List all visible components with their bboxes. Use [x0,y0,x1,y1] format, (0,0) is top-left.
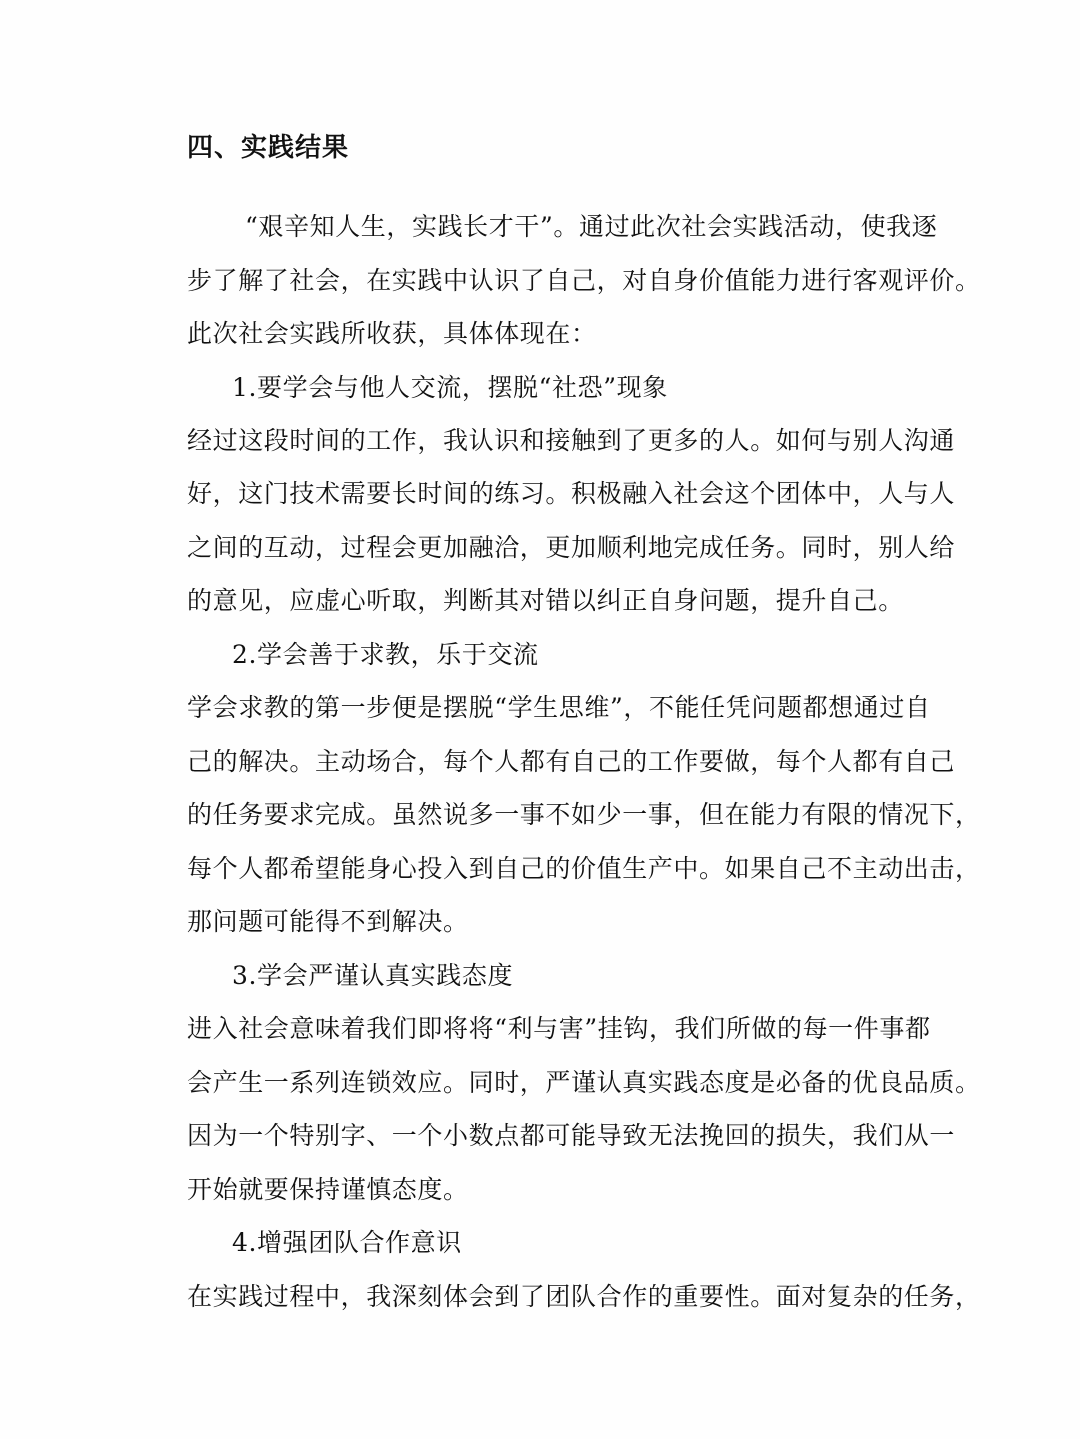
paragraph-line: 开始就要保持谨慎态度。 [187,1175,469,1204]
paragraph-line: 在实践过程中，我深刻体会到了团队合作的重要性。面对复杂的任务， [187,1282,981,1311]
point-heading-2: 2.学会善于求教，乐于交流 [232,640,539,669]
section-title: 四、实践结果 [187,133,350,163]
point-heading-1: 1.要学会与他人交流，摆脱“社恐”现象 [232,373,668,402]
paragraph-line: 学会求教的第一步便是摆脱“学生思维”，不能任凭问题都想通过自 [187,693,931,722]
paragraph-line: 的意见，应虚心听取，判断其对错以纠正自身问题，提升自己。 [187,586,904,615]
intro-line: 此次社会实践所收获，具体体现在： [187,319,597,348]
paragraph-line: 那问题可能得不到解决。 [187,907,469,936]
paragraph-line: 会产生一系列连锁效应。同时，严谨认真实践态度是必备的优良品质。 [187,1068,981,1097]
point-heading-4: 4.增强团队合作意识 [232,1228,462,1257]
paragraph-line: 经过这段时间的工作，我认识和接触到了更多的人。如何与别人沟通 [187,426,956,455]
paragraph-line: 好，这门技术需要长时间的练习。积极融入社会这个团体中，人与人 [187,479,956,508]
paragraph-line: 每个人都希望能身心投入到自己的价值生产中。如果自己不主动出击， [187,854,981,883]
paragraph-line: 之间的互动，过程会更加融洽，更加顺利地完成任务。同时，别人给 [187,533,956,562]
paragraph-line: 因为一个特别字、一个小数点都可能导致无法挽回的损失，我们从一 [187,1121,956,1150]
point-heading-3: 3.学会严谨认真实践态度 [232,961,514,990]
paragraph-line: 己的解决。主动场合，每个人都有自己的工作要做，每个人都有自己 [187,747,956,776]
paragraph-line: 进入社会意味着我们即将将“利与害”挂钩，我们所做的每一件事都 [187,1014,931,1043]
paragraph-line: 的任务要求完成。虽然说多一事不如少一事，但在能力有限的情况下， [187,800,981,829]
intro-line: “艰辛知人生，实践长才干”。通过此次社会实践活动，使我逐 [245,212,938,241]
intro-line: 步了解了社会，在实践中认识了自己，对自身价值能力进行客观评价。 [187,266,981,295]
